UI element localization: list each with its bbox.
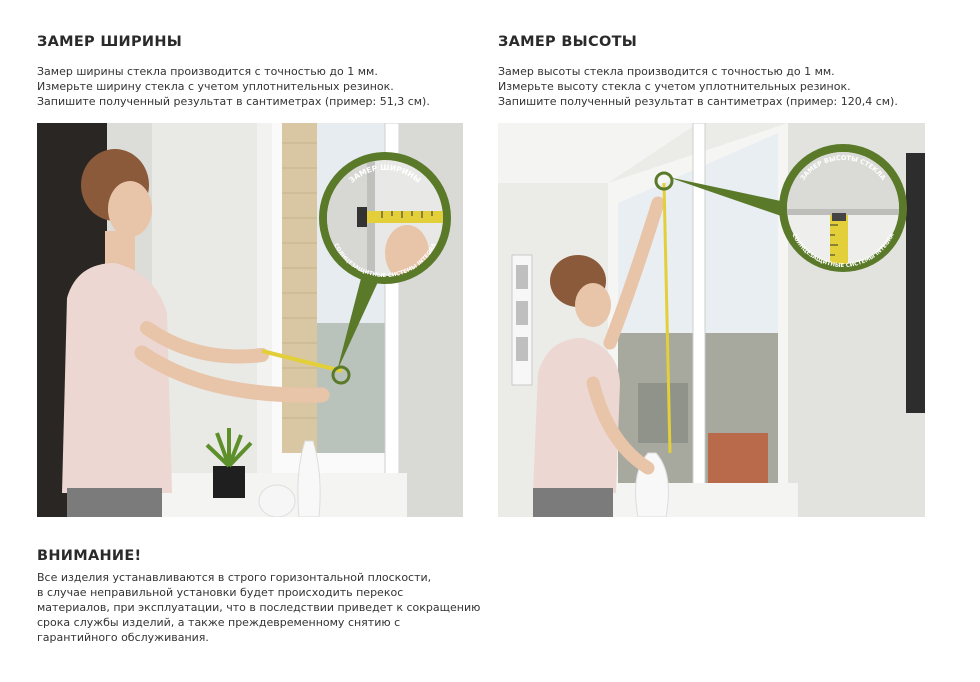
height-badge-top: ЗАМЕР ВЫСОТЫ СТЕКЛА [798, 153, 888, 182]
warning-line-3: материалов, при эксплуатации, что в последствии приведет к сокращению [37, 601, 481, 614]
width-line-2: Измерьте ширину стекла с учетом уплотнительных резинок. [37, 80, 394, 93]
height-instructions [498, 64, 898, 109]
warning-line-2: в случае неправильной установки будет происходить перекос [37, 586, 404, 599]
width-heading: ЗАМЕР ШИРИНЫ [37, 34, 183, 50]
width-instructions [37, 64, 430, 109]
warning-section [37, 548, 481, 645]
height-measurement-photo [498, 123, 925, 517]
width-line-1: Замер ширины стекла производится с точностью до 1 мм. [37, 65, 378, 78]
width-measurement-photo [37, 123, 463, 517]
warning-title: ВНИМАНИЕ! [37, 548, 142, 564]
warning-text [37, 570, 481, 645]
height-heading: ЗАМЕР ВЫСОТЫ [498, 34, 638, 50]
warning-line-4: срока службы изделий, а также преждевременному снятию с [37, 616, 401, 629]
width-line-3: Запишите полученный результат в сантиметрах (пример: 51,3 см). [37, 95, 430, 108]
warning-line-5: гарантийного обслуживания. [37, 631, 209, 644]
width-badge-bottom: СОЛНЦЕЗАЩИТНЫЕ СИСТЕМЫ INTEGRA [332, 242, 438, 280]
height-badge-bottom: СОЛНЦЕЗАЩИТНЫЕ СИСТЕМЫ INTEGRA [790, 232, 896, 270]
height-line-3: Запишите полученный результат в сантиметрах (пример: 120,4 см). [498, 95, 898, 108]
warning-line-1: Все изделия устанавливаются в строго горизонтальной плоскости, [37, 571, 432, 584]
height-line-1: Замер высоты стекла производится с точностью до 1 мм. [498, 65, 835, 78]
height-line-2: Измерьте высоту стекла с учетом уплотнительных резинок. [498, 80, 851, 93]
width-badge-top: ЗАМЕР ШИРИНЫ [347, 162, 423, 185]
